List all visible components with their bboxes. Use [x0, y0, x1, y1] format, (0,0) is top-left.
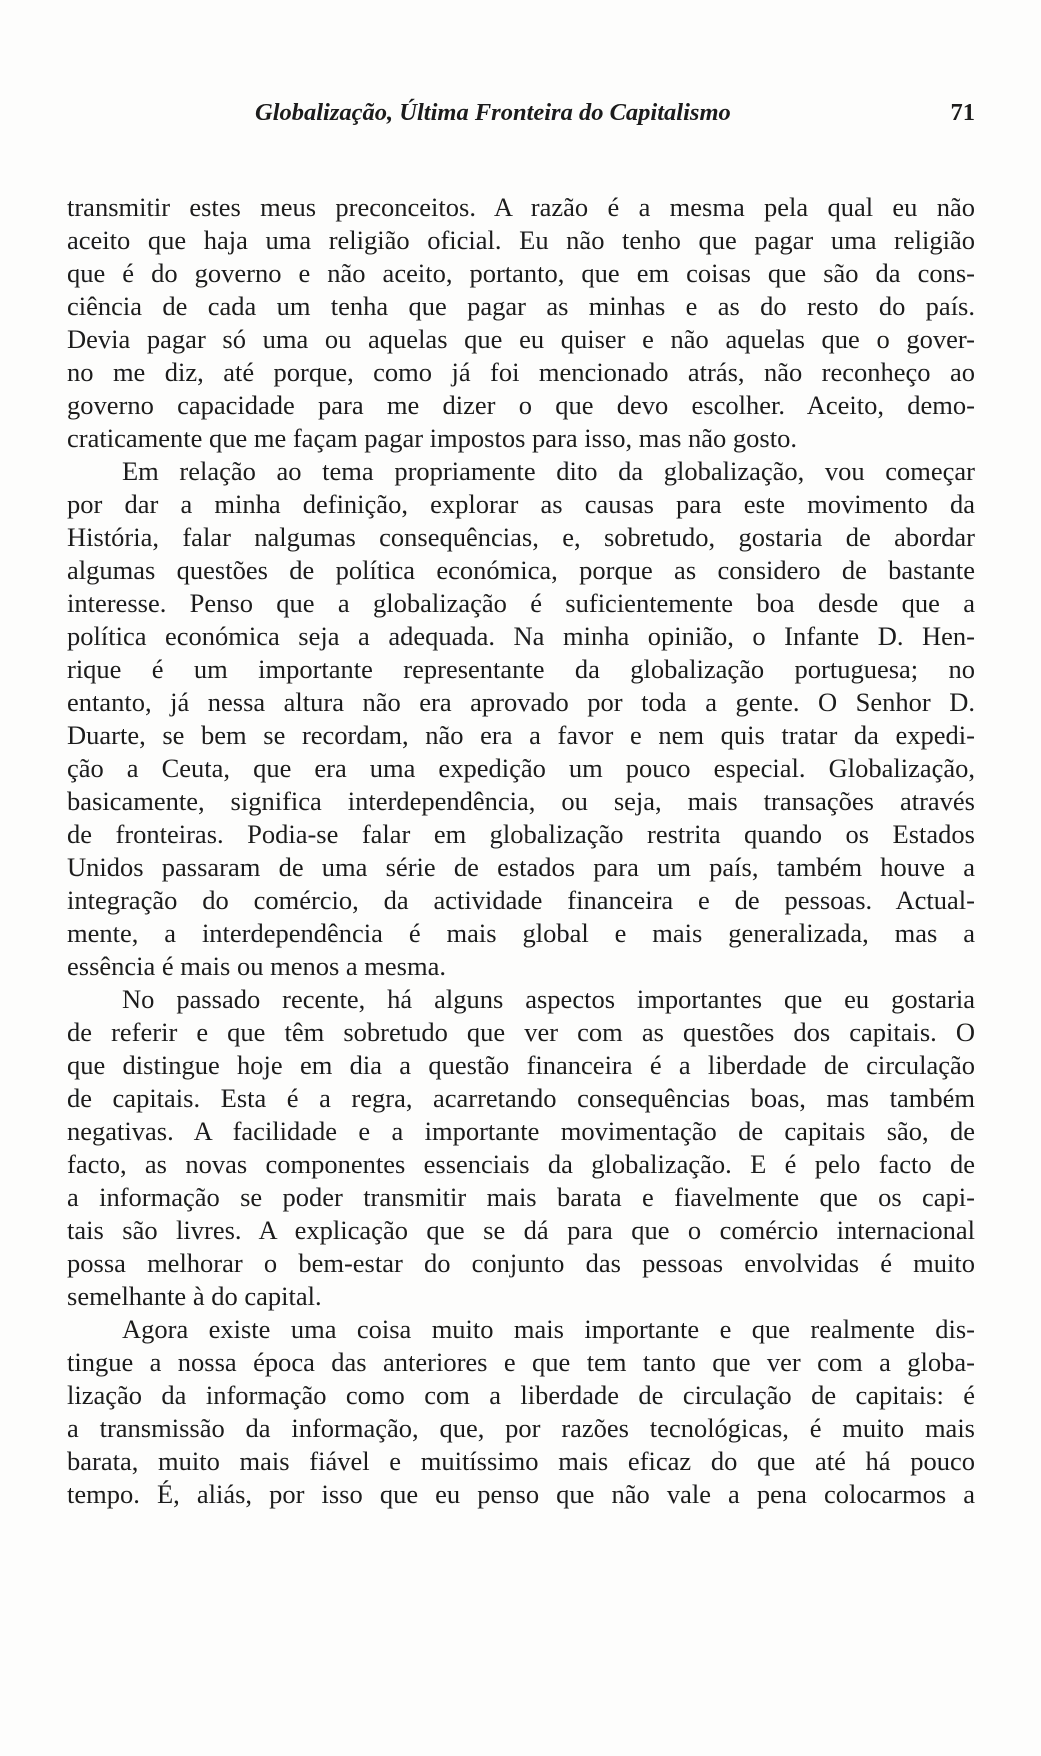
text-line: transmitir estes meus preconceitos. A razão é a mesma pela qual eu não [67, 192, 975, 222]
text-line: facto, as novas componentes essenciais da globalização. E é pelo facto de [67, 1149, 975, 1179]
page-number: 71 [950, 99, 975, 126]
paragraph [67, 983, 975, 1313]
running-title: Globalização, Última Fronteira do Capitalismo [255, 99, 731, 126]
text-line: por dar a minha definição, explorar as causas para este movimento da [67, 489, 975, 519]
paragraph [67, 455, 975, 983]
text-line: barata, muito mais fiável e muitíssimo mais eficaz do que até há pouco [67, 1446, 975, 1476]
text-line: Unidos passaram de uma série de estados para um país, também houve a [67, 852, 975, 882]
text-line: basicamente, significa interdependência, ou seja, mais transações através [67, 786, 975, 816]
text-line: de referir e que têm sobretudo que ver com as questões dos capitais. O [67, 1017, 975, 1047]
paragraph [67, 1313, 975, 1511]
text-line: política económica seja a adequada. Na minha opinião, o Infante D. Hen- [67, 621, 975, 651]
text-line: Em relação ao tema propriamente dito da globalização, vou começar [122, 456, 975, 486]
body-text [67, 191, 975, 1511]
text-line: integração do comércio, da actividade financeira e de pessoas. Actual- [67, 885, 975, 915]
text-line: essência é mais ou menos a mesma. [67, 951, 446, 981]
text-line: ção a Ceuta, que era uma expedição um pouco especial. Globalização, [67, 753, 975, 783]
text-line: mente, a interdependência é mais global e mais generalizada, mas a [67, 918, 975, 948]
text-line: a transmissão da informação, que, por razões tecnológicas, é muito mais [67, 1413, 975, 1443]
text-line: craticamente que me façam pagar impostos para isso, mas não gosto. [67, 423, 797, 453]
text-line: no me diz, até porque, como já foi mencionado atrás, não reconheço ao [67, 357, 975, 387]
text-line: negativas. A facilidade e a importante movimentação de capitais são, de [67, 1116, 975, 1146]
text-line: que distingue hoje em dia a questão financeira é a liberdade de circulação [67, 1050, 975, 1080]
text-line: governo capacidade para me dizer o que devo escolher. Aceito, demo- [67, 390, 975, 420]
text-line: rique é um importante representante da globalização portuguesa; no [67, 654, 975, 684]
text-line: História, falar nalgumas consequências, e, sobretudo, gostaria de abordar [67, 522, 975, 552]
text-line: tais são livres. A explicação que se dá para que o comércio internacional [67, 1215, 975, 1245]
text-line: de capitais. Esta é a regra, acarretando consequências boas, mas também [67, 1083, 975, 1113]
text-line: ciência de cada um tenha que pagar as minhas e as do resto do país. [67, 291, 975, 321]
text-line: tempo. É, aliás, por isso que eu penso que não vale a pena colocarmos a [67, 1479, 975, 1509]
text-line: Duarte, se bem se recordam, não era a favor e nem quis tratar da expedi- [67, 720, 975, 750]
text-line: possa melhorar o bem-estar do conjunto das pessoas envolvidas é muito [67, 1248, 975, 1278]
text-line: interesse. Penso que a globalização é suficientemente boa desde que a [67, 588, 975, 618]
text-line: que é do governo e não aceito, portanto, que em coisas que são da cons- [67, 258, 975, 288]
text-line: semelhante à do capital. [67, 1281, 322, 1311]
text-line: Agora existe uma coisa muito mais importante e que realmente dis- [122, 1314, 975, 1344]
text-line: entanto, já nessa altura não era aprovado por toda a gente. O Senhor D. [67, 687, 975, 717]
text-line: aceito que haja uma religião oficial. Eu não tenho que pagar uma religião [67, 225, 975, 255]
text-line: lização da informação como com a liberdade de circulação de capitais: é [67, 1380, 975, 1410]
running-header [67, 96, 975, 130]
text-line: algumas questões de política económica, porque as considero de bastante [67, 555, 975, 585]
text-line: No passado recente, há alguns aspectos importantes que eu gostaria [122, 984, 975, 1014]
text-line: de fronteiras. Podia-se falar em globalização restrita quando os Estados [67, 819, 975, 849]
text-line: Devia pagar só uma ou aquelas que eu quiser e não aquelas que o gover- [67, 324, 975, 354]
paragraph [67, 191, 975, 455]
text-line: a informação se poder transmitir mais barata e fiavelmente que os capi- [67, 1182, 975, 1212]
text-line: tingue a nossa época das anteriores e que tem tanto que ver com a globa- [67, 1347, 975, 1377]
